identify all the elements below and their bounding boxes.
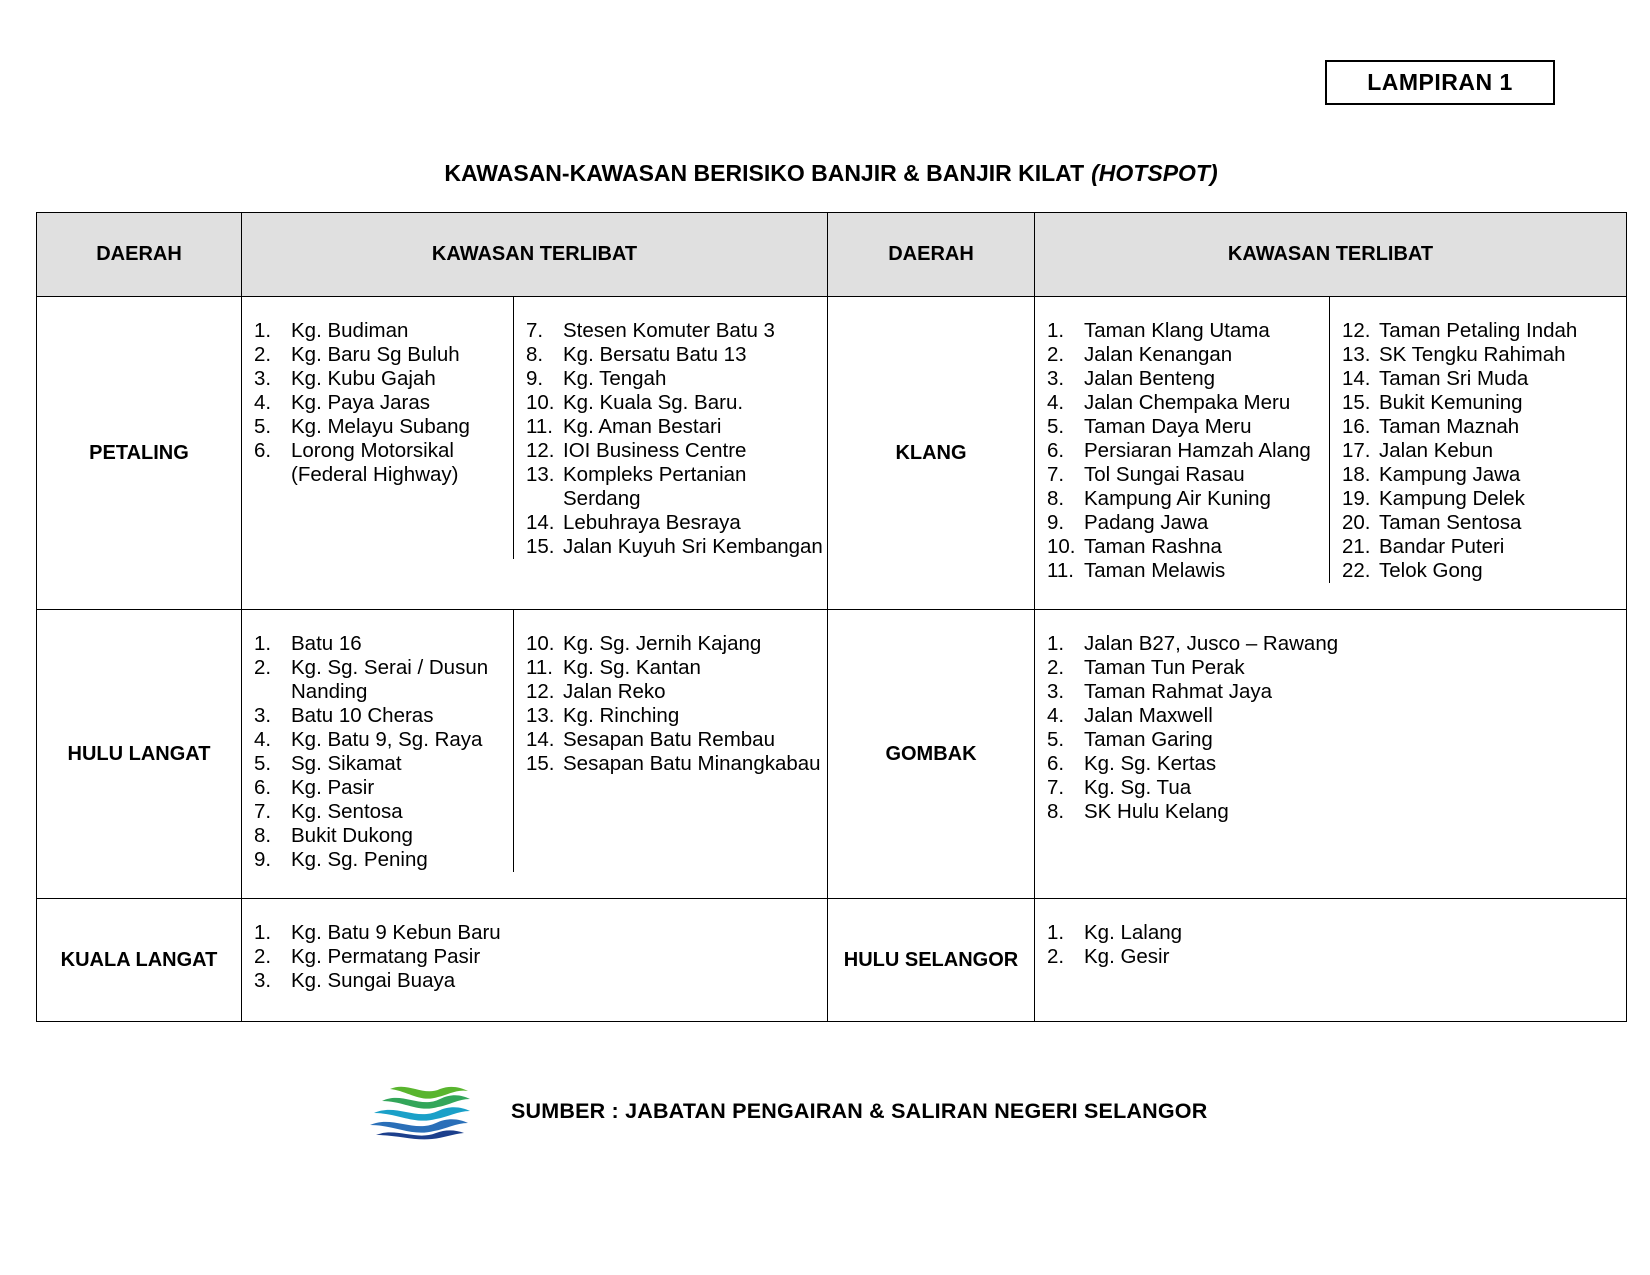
list-item <box>526 391 827 415</box>
list-item <box>1342 559 1626 583</box>
list-item <box>1047 656 1626 680</box>
item-text: Bukit Dukong <box>291 824 413 847</box>
item-text: Kg. Batu 9, Sg. Raya <box>291 728 483 751</box>
item-number: 3. <box>254 704 272 727</box>
item-number: 1. <box>254 921 272 944</box>
header-daerah-left: DAERAH <box>37 213 242 297</box>
list-item <box>526 439 827 463</box>
item-number: 7. <box>1047 463 1065 486</box>
item-text: Taman Melawis <box>1084 559 1226 582</box>
item-text: Sesapan Batu Rembau <box>563 728 775 751</box>
item-number: 9. <box>1047 511 1065 534</box>
list-item <box>254 319 513 343</box>
item-text: Taman Petaling Indah <box>1379 319 1578 342</box>
list-item <box>526 463 827 511</box>
item-number: 7. <box>1047 776 1065 799</box>
list-item <box>526 752 827 776</box>
item-number: 7. <box>254 800 272 823</box>
list-item <box>526 511 827 535</box>
item-number: 19. <box>1342 487 1371 510</box>
item-number: 14. <box>526 511 555 534</box>
item-number: 8. <box>1047 800 1065 823</box>
item-number: 14. <box>1342 367 1371 390</box>
item-text: Jalan Chempaka Meru <box>1084 391 1291 414</box>
list-item <box>254 367 513 391</box>
list-item <box>526 319 827 343</box>
area-list <box>526 319 827 559</box>
list-item <box>1047 776 1626 800</box>
item-number: 10. <box>1047 535 1076 558</box>
item-number: 2. <box>1047 656 1065 679</box>
item-number: 18. <box>1342 463 1371 486</box>
list-item <box>1047 367 1329 391</box>
list-item <box>1047 800 1626 824</box>
list-item <box>254 439 513 487</box>
item-text: Jalan Maxwell <box>1084 704 1213 727</box>
item-text: Kg. Sentosa <box>291 800 403 823</box>
list-item <box>1047 921 1626 945</box>
item-text: Kg. Sg. Tua <box>1084 776 1192 799</box>
list-item <box>1047 343 1329 367</box>
item-text: Jalan B27, Jusco – Rawang <box>1084 632 1339 655</box>
list-item <box>1342 415 1626 439</box>
area-list <box>1047 319 1329 583</box>
item-text: Sesapan Batu Minangkabau <box>563 752 821 775</box>
item-text: Stesen Komuter Batu 3 <box>563 319 775 342</box>
item-number: 11. <box>526 656 553 679</box>
item-number: 8. <box>254 824 272 847</box>
item-number: 13. <box>526 463 555 486</box>
item-text: Jalan Reko <box>563 680 666 703</box>
item-text: Taman Rahmat Jaya <box>1084 680 1273 703</box>
item-text: Kg. Pasir <box>291 776 375 799</box>
list-item <box>254 776 505 800</box>
item-text: Kg. Baru Sg Buluh <box>291 343 460 366</box>
item-number: 1. <box>254 319 272 342</box>
footer <box>368 1083 1207 1140</box>
item-text: Sg. Sikamat <box>291 752 402 775</box>
title-italic: (HOTSPOT) <box>1091 160 1218 186</box>
district-hulu-langat: HULU LANGAT <box>37 610 242 899</box>
jps-wave-logo-icon <box>368 1083 473 1140</box>
item-text: Padang Jawa <box>1084 511 1209 534</box>
item-number: 14. <box>526 728 555 751</box>
district-hulu-selangor: HULU SELANGOR <box>828 899 1035 1022</box>
item-number: 17. <box>1342 439 1371 462</box>
item-text: Kg. Kuala Sg. Baru. <box>563 391 744 414</box>
list-item <box>1342 439 1626 463</box>
item-number: 5. <box>1047 728 1065 751</box>
areas-petaling <box>242 297 828 610</box>
item-number: 3. <box>1047 680 1065 703</box>
areas-hulu-langat <box>242 610 828 899</box>
item-number: 1. <box>1047 921 1065 944</box>
item-number: 13. <box>526 704 555 727</box>
item-text: Kg. Rinching <box>563 704 680 727</box>
item-text: Lorong Motorsikal (Federal Highway) <box>291 439 459 486</box>
item-text: Jalan Kuyuh Sri Kembangan <box>563 535 823 558</box>
item-number: 4. <box>1047 391 1065 414</box>
district-klang: KLANG <box>828 297 1035 610</box>
list-item <box>254 824 505 848</box>
item-number: 4. <box>254 728 272 751</box>
item-text: Taman Klang Utama <box>1084 319 1270 342</box>
list-item <box>1047 463 1329 487</box>
list-item <box>254 415 513 439</box>
item-text: Kg. Batu 9 Kebun Baru <box>291 921 501 944</box>
item-text: Taman Sentosa <box>1379 511 1522 534</box>
item-text: Batu 16 <box>291 632 362 655</box>
item-number: 6. <box>1047 439 1065 462</box>
item-number: 13. <box>1342 343 1371 366</box>
item-text: Kg. Melayu Subang <box>291 415 470 438</box>
item-text: Kampung Delek <box>1379 487 1525 510</box>
list-item <box>254 632 505 656</box>
list-item <box>1047 680 1626 704</box>
item-number: 5. <box>254 752 272 775</box>
title-main: KAWASAN-KAWASAN BERISIKO BANJIR & BANJIR KILAT <box>444 160 1085 186</box>
areas-hulu-selangor <box>1035 899 1627 1022</box>
area-list <box>1342 319 1626 583</box>
areas-gombak <box>1035 610 1627 899</box>
item-text: Kg. Kubu Gajah <box>291 367 436 390</box>
item-text: Taman Maznah <box>1379 415 1520 438</box>
list-item <box>1047 511 1329 535</box>
list-item <box>1047 439 1329 463</box>
item-number: 10. <box>526 391 555 414</box>
item-text: Tol Sungai Rasau <box>1084 463 1245 486</box>
item-number: 9. <box>254 848 272 871</box>
item-number: 10. <box>526 632 555 655</box>
attachment-label: LAMPIRAN 1 <box>1325 60 1555 105</box>
list-item <box>1047 415 1329 439</box>
item-text: Bandar Puteri <box>1379 535 1505 558</box>
list-item <box>1047 319 1329 343</box>
item-number: 8. <box>1047 487 1065 510</box>
list-item <box>1342 391 1626 415</box>
table-row <box>37 610 1627 899</box>
item-text: Batu 10 Cheras <box>291 704 434 727</box>
areas-klang <box>1035 297 1627 610</box>
item-number: 11. <box>1047 559 1074 582</box>
item-number: 5. <box>1047 415 1065 438</box>
area-list <box>526 632 827 776</box>
list-item <box>1047 728 1626 752</box>
list-item <box>526 415 827 439</box>
area-list <box>254 921 827 993</box>
hotspot-table <box>36 212 1627 1022</box>
list-item <box>526 367 827 391</box>
item-number: 2. <box>254 343 272 366</box>
list-item <box>1047 559 1329 583</box>
header-kawasan-right: KAWASAN TERLIBAT <box>1035 213 1627 297</box>
item-number: 15. <box>526 752 555 775</box>
item-text: Jalan Kenangan <box>1084 343 1233 366</box>
item-number: 3. <box>254 969 272 992</box>
item-text: Kampung Air Kuning <box>1084 487 1271 510</box>
item-text: Bukit Kemuning <box>1379 391 1523 414</box>
item-text: Kg. Sg. Kantan <box>563 656 701 679</box>
item-number: 8. <box>526 343 544 366</box>
item-number: 20. <box>1342 511 1371 534</box>
list-item <box>254 800 505 824</box>
item-text: Kg. Permatang Pasir <box>291 945 481 968</box>
area-list <box>254 319 513 487</box>
item-number: 2. <box>254 656 272 679</box>
item-number: 15. <box>1342 391 1371 414</box>
page-title <box>36 160 1626 187</box>
list-item <box>254 921 827 945</box>
list-item <box>254 752 505 776</box>
list-item <box>526 535 827 559</box>
item-text: Kg. Aman Bestari <box>563 415 722 438</box>
list-item <box>1047 704 1626 728</box>
item-text: Kg. Sungai Buaya <box>291 969 456 992</box>
table-row <box>37 899 1627 1022</box>
item-number: 16. <box>1342 415 1371 438</box>
list-item <box>1047 632 1626 656</box>
list-item <box>526 632 827 656</box>
item-text: Kg. Tengah <box>563 367 667 390</box>
item-text: IOI Business Centre <box>563 439 747 462</box>
list-item <box>526 728 827 752</box>
item-number: 1. <box>254 632 272 655</box>
list-item <box>254 343 513 367</box>
item-text: Taman Daya Meru <box>1084 415 1252 438</box>
list-item <box>1342 535 1626 559</box>
item-text: Kg. Sg. Kertas <box>1084 752 1217 775</box>
list-item <box>254 728 505 752</box>
item-text: Taman Garing <box>1084 728 1213 751</box>
item-number: 6. <box>254 776 272 799</box>
item-number: 2. <box>1047 945 1065 968</box>
source-text: SUMBER : JABATAN PENGAIRAN & SALIRAN NEGERI SELANGOR <box>511 1099 1208 1123</box>
item-text: Kg. Sg. Pening <box>291 848 428 871</box>
area-list <box>254 632 505 872</box>
item-text: Kg. Gesir <box>1084 945 1170 968</box>
list-item <box>254 848 505 872</box>
district-kuala-langat: KUALA LANGAT <box>37 899 242 1022</box>
item-number: 22. <box>1342 559 1371 582</box>
list-item <box>1047 391 1329 415</box>
item-number: 2. <box>1047 343 1065 366</box>
area-list <box>1047 632 1626 824</box>
list-item <box>1342 367 1626 391</box>
area-list <box>1047 921 1626 969</box>
list-item <box>1047 752 1626 776</box>
list-item <box>254 969 827 993</box>
item-text: Kg. Bersatu Batu 13 <box>563 343 747 366</box>
list-item <box>526 704 827 728</box>
list-item <box>526 656 827 680</box>
list-item <box>1342 487 1626 511</box>
item-number: 21. <box>1342 535 1371 558</box>
item-number: 12. <box>526 439 555 462</box>
list-item <box>254 704 505 728</box>
item-text: Kg. Budiman <box>291 319 409 342</box>
item-number: 12. <box>526 680 555 703</box>
item-number: 7. <box>526 319 544 342</box>
areas-kuala-langat <box>242 899 828 1022</box>
item-number: 6. <box>1047 752 1065 775</box>
list-item <box>526 343 827 367</box>
table-row <box>37 297 1627 610</box>
item-text: SK Hulu Kelang <box>1084 800 1229 823</box>
item-number: 3. <box>1047 367 1065 390</box>
item-number: 6. <box>254 439 272 462</box>
item-text: Kg. Lalang <box>1084 921 1183 944</box>
item-text: Telok Gong <box>1379 559 1483 582</box>
table-header-row <box>37 213 1627 297</box>
item-text: Kompleks Pertanian Serdang <box>563 463 747 510</box>
item-number: 4. <box>1047 704 1065 727</box>
item-text: Kampung Jawa <box>1379 463 1521 486</box>
item-text: Jalan Benteng <box>1084 367 1216 390</box>
list-item <box>254 945 827 969</box>
item-number: 2. <box>254 945 272 968</box>
item-text: Kg. Sg. Serai / Dusun Nanding <box>291 656 489 703</box>
item-text: Persiaran Hamzah Alang <box>1084 439 1311 462</box>
item-number: 1. <box>1047 632 1065 655</box>
item-number: 1. <box>1047 319 1065 342</box>
list-item <box>1342 343 1626 367</box>
list-item <box>1047 535 1329 559</box>
list-item <box>526 680 827 704</box>
item-text: Kg. Sg. Jernih Kajang <box>563 632 762 655</box>
item-number: 9. <box>526 367 544 390</box>
list-item <box>1342 511 1626 535</box>
item-number: 11. <box>526 415 553 438</box>
item-number: 4. <box>254 391 272 414</box>
item-number: 5. <box>254 415 272 438</box>
item-text: Kg. Paya Jaras <box>291 391 431 414</box>
item-number: 15. <box>526 535 555 558</box>
item-text: SK Tengku Rahimah <box>1379 343 1566 366</box>
item-text: Jalan Kebun <box>1379 439 1493 462</box>
item-number: 3. <box>254 367 272 390</box>
item-number: 12. <box>1342 319 1371 342</box>
item-text: Lebuhraya Besraya <box>563 511 741 534</box>
item-text: Taman Rashna <box>1084 535 1222 558</box>
header-daerah-right: DAERAH <box>828 213 1035 297</box>
district-petaling: PETALING <box>37 297 242 610</box>
header-kawasan-left: KAWASAN TERLIBAT <box>242 213 828 297</box>
list-item <box>1342 463 1626 487</box>
list-item <box>1047 487 1329 511</box>
district-gombak: GOMBAK <box>828 610 1035 899</box>
list-item <box>254 391 513 415</box>
list-item <box>1047 945 1626 969</box>
list-item <box>254 656 505 704</box>
item-text: Taman Sri Muda <box>1379 367 1529 390</box>
item-text: Taman Tun Perak <box>1084 656 1245 679</box>
list-item <box>1342 319 1626 343</box>
